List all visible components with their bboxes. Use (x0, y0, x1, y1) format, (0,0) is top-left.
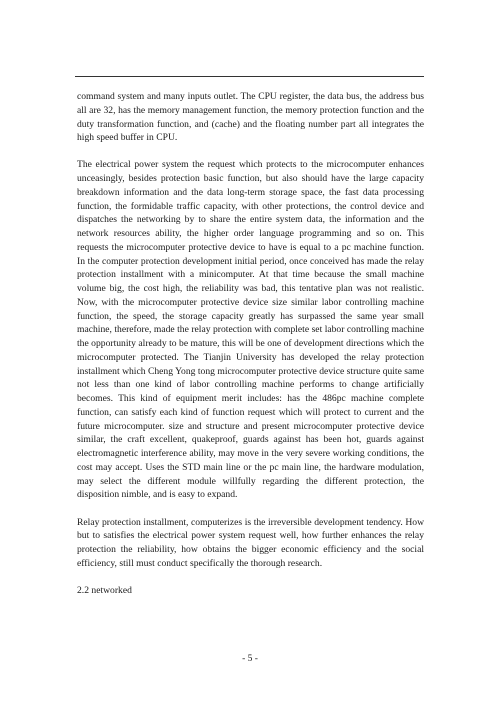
page-body (77, 90, 424, 611)
paragraph-system-requirements: The electrical power system the request which protects to the microcomputer enhances unceasingly, besides protection basic function, but also should have the large capacity breakdown information and the data long-term storage space, the fast data processing function, the formidable traffic capacity, with other protections, the control device and dispatches the networking by to share the entire system data, the information and the network resources ability, the higher order language programming and so on. This requests the microcomputer protective device to have is equal to a pc machine function. In the computer protection development initial period, once conceived has made the relay protection installment with a minicomputer. At that time because the small machine volume big, the cost high, the reliability was bad, this tentative plan was not realistic. Now, with the microcomputer protective device size similar labor controlling machine function, the speed, the storage capacity greatly has surpassed the same year small machine, therefore, made the relay protection with complete set labor controlling machine the opportunity already to be mature, this will be one of development directions which the microcomputer protected. The Tianjin University has developed the relay protection installment which Cheng Yong tong microcomputer protective device structure quite same not less than one kind of labor controlling machine performs to change artificially becomes. This kind of equipment merit includes: has the 486pc machine complete function, can satisfy each kind of function request which will protect to current and the future microcomputer. size and structure and present microcomputer protective device similar, the craft excellent, quakeproof, guards against has been hot, guards against electromagnetic interference ability, may move in the very severe working conditions, the cost may accept. Uses the STD main line or the pc main line, the hardware modulation, may select the different module willfully regarding the different protection, the disposition nimble, and is easy to expand. (77, 159, 424, 501)
header-rule (75, 76, 424, 77)
paragraph-computerization-tendency: Relay protection installment, computerizes is the irreversible development tendency. How but to satisfies the electrical power system request well, how further enhances the relay protection the reliability, how obtains the bigger economic efficiency and the social efficiency, still must conduct specifically the thorough research. (77, 516, 424, 569)
section-heading: 2.2 networked (77, 584, 132, 596)
paragraph-cpu-features: command system and many inputs outlet. The CPU register, the data bus, the address bus all are 32, has the memory management function, the memory protection function and the duty transformation function, and (cache) and the floating number part all integrates the high speed buffer in CPU. (77, 91, 424, 144)
page-number: - 5 - (242, 654, 258, 664)
